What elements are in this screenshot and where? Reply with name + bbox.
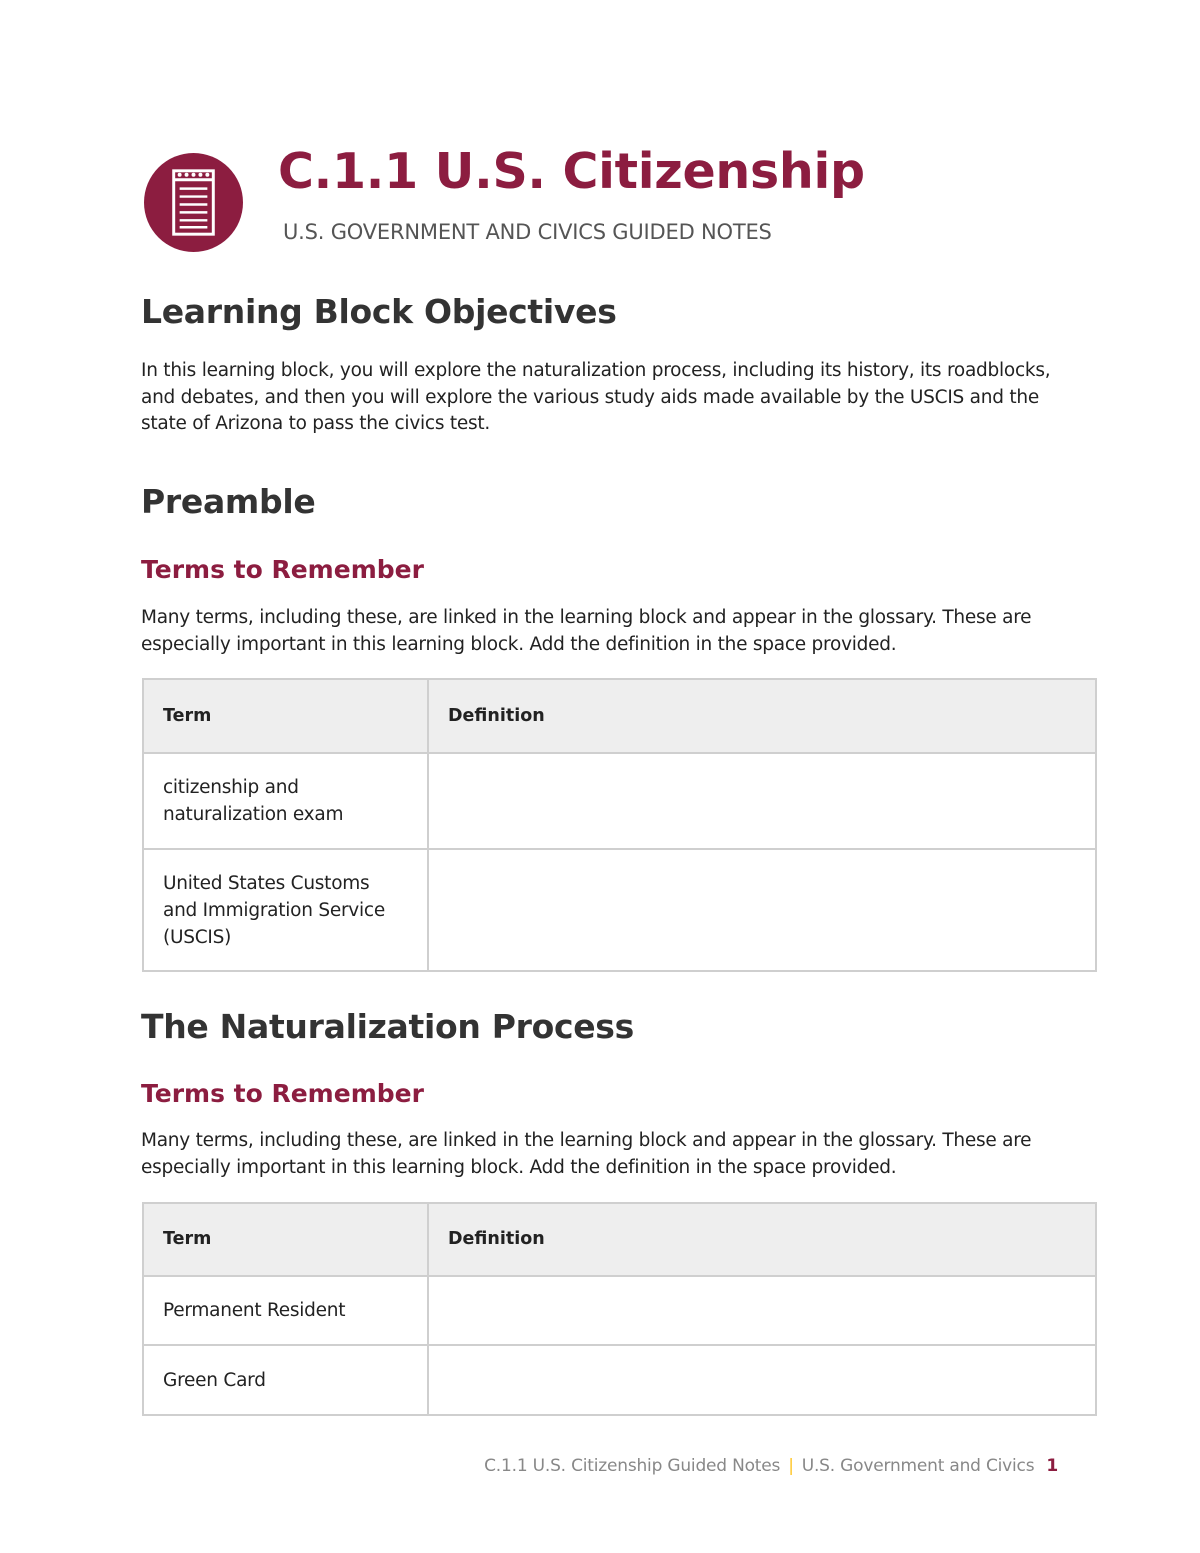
naturalization-heading: The Naturalization Process — [141, 1007, 634, 1046]
preamble-terms-intro: Many terms, including these, are linked in the learning block and appear in the glossary. These are especially important in this learning block. Add the definition in the space provided. — [141, 607, 1032, 655]
definition-cell[interactable] — [428, 849, 1096, 971]
preamble-terms-heading: Terms to Remember — [141, 555, 424, 584]
definition-cell[interactable] — [428, 753, 1096, 849]
table-row — [143, 849, 1096, 971]
notepad-icon — [144, 153, 243, 252]
naturalization-terms-intro: Many terms, including these, are linked in the learning block and appear in the glossary. These are especially important in this learning block. Add the definition in the space provided. — [141, 1130, 1032, 1178]
document-subtitle: U.S. GOVERNMENT AND CIVICS GUIDED NOTES — [283, 220, 772, 244]
document-title: C.1.1 U.S. Citizenship — [278, 143, 865, 200]
page-footer — [484, 1456, 1058, 1476]
preamble-heading: Preamble — [141, 482, 316, 521]
footer-separator: | — [788, 1456, 794, 1476]
footer-course: U.S. Government and Civics — [801, 1456, 1035, 1476]
table-row — [143, 1276, 1096, 1345]
objectives-heading: Learning Block Objectives — [141, 292, 617, 331]
definition-cell[interactable] — [428, 1345, 1096, 1415]
naturalization-terms-table — [142, 1202, 1097, 1416]
naturalization-terms-heading: Terms to Remember — [141, 1079, 424, 1108]
definition-column-header: Definition — [428, 679, 1096, 753]
preamble-terms-table — [142, 678, 1097, 972]
footer-doc-name: C.1.1 U.S. Citizenship Guided Notes — [484, 1456, 781, 1476]
page-number: 1 — [1046, 1456, 1058, 1476]
term-column-header: Term — [143, 679, 428, 753]
table-row — [143, 1345, 1096, 1415]
definition-column-header: Definition — [428, 1203, 1096, 1276]
term-cell: Green Card — [143, 1345, 428, 1415]
table-header-row — [143, 1203, 1096, 1276]
term-column-header: Term — [143, 1203, 428, 1276]
definition-cell[interactable] — [428, 1276, 1096, 1345]
term-cell: citizenship and naturalization exam — [143, 753, 428, 849]
table-header-row — [143, 679, 1096, 753]
term-cell: Permanent Resident — [143, 1276, 428, 1345]
table-row — [143, 753, 1096, 849]
term-cell: United States Customs and Immigration Service (USCIS) — [143, 849, 428, 971]
objectives-text: In this learning block, you will explore the naturalization process, including its history, its roadblocks, and debates, and then you will explore the various study aids made available by the USCIS and the state of Arizona to pass the civics test. — [141, 360, 1051, 434]
